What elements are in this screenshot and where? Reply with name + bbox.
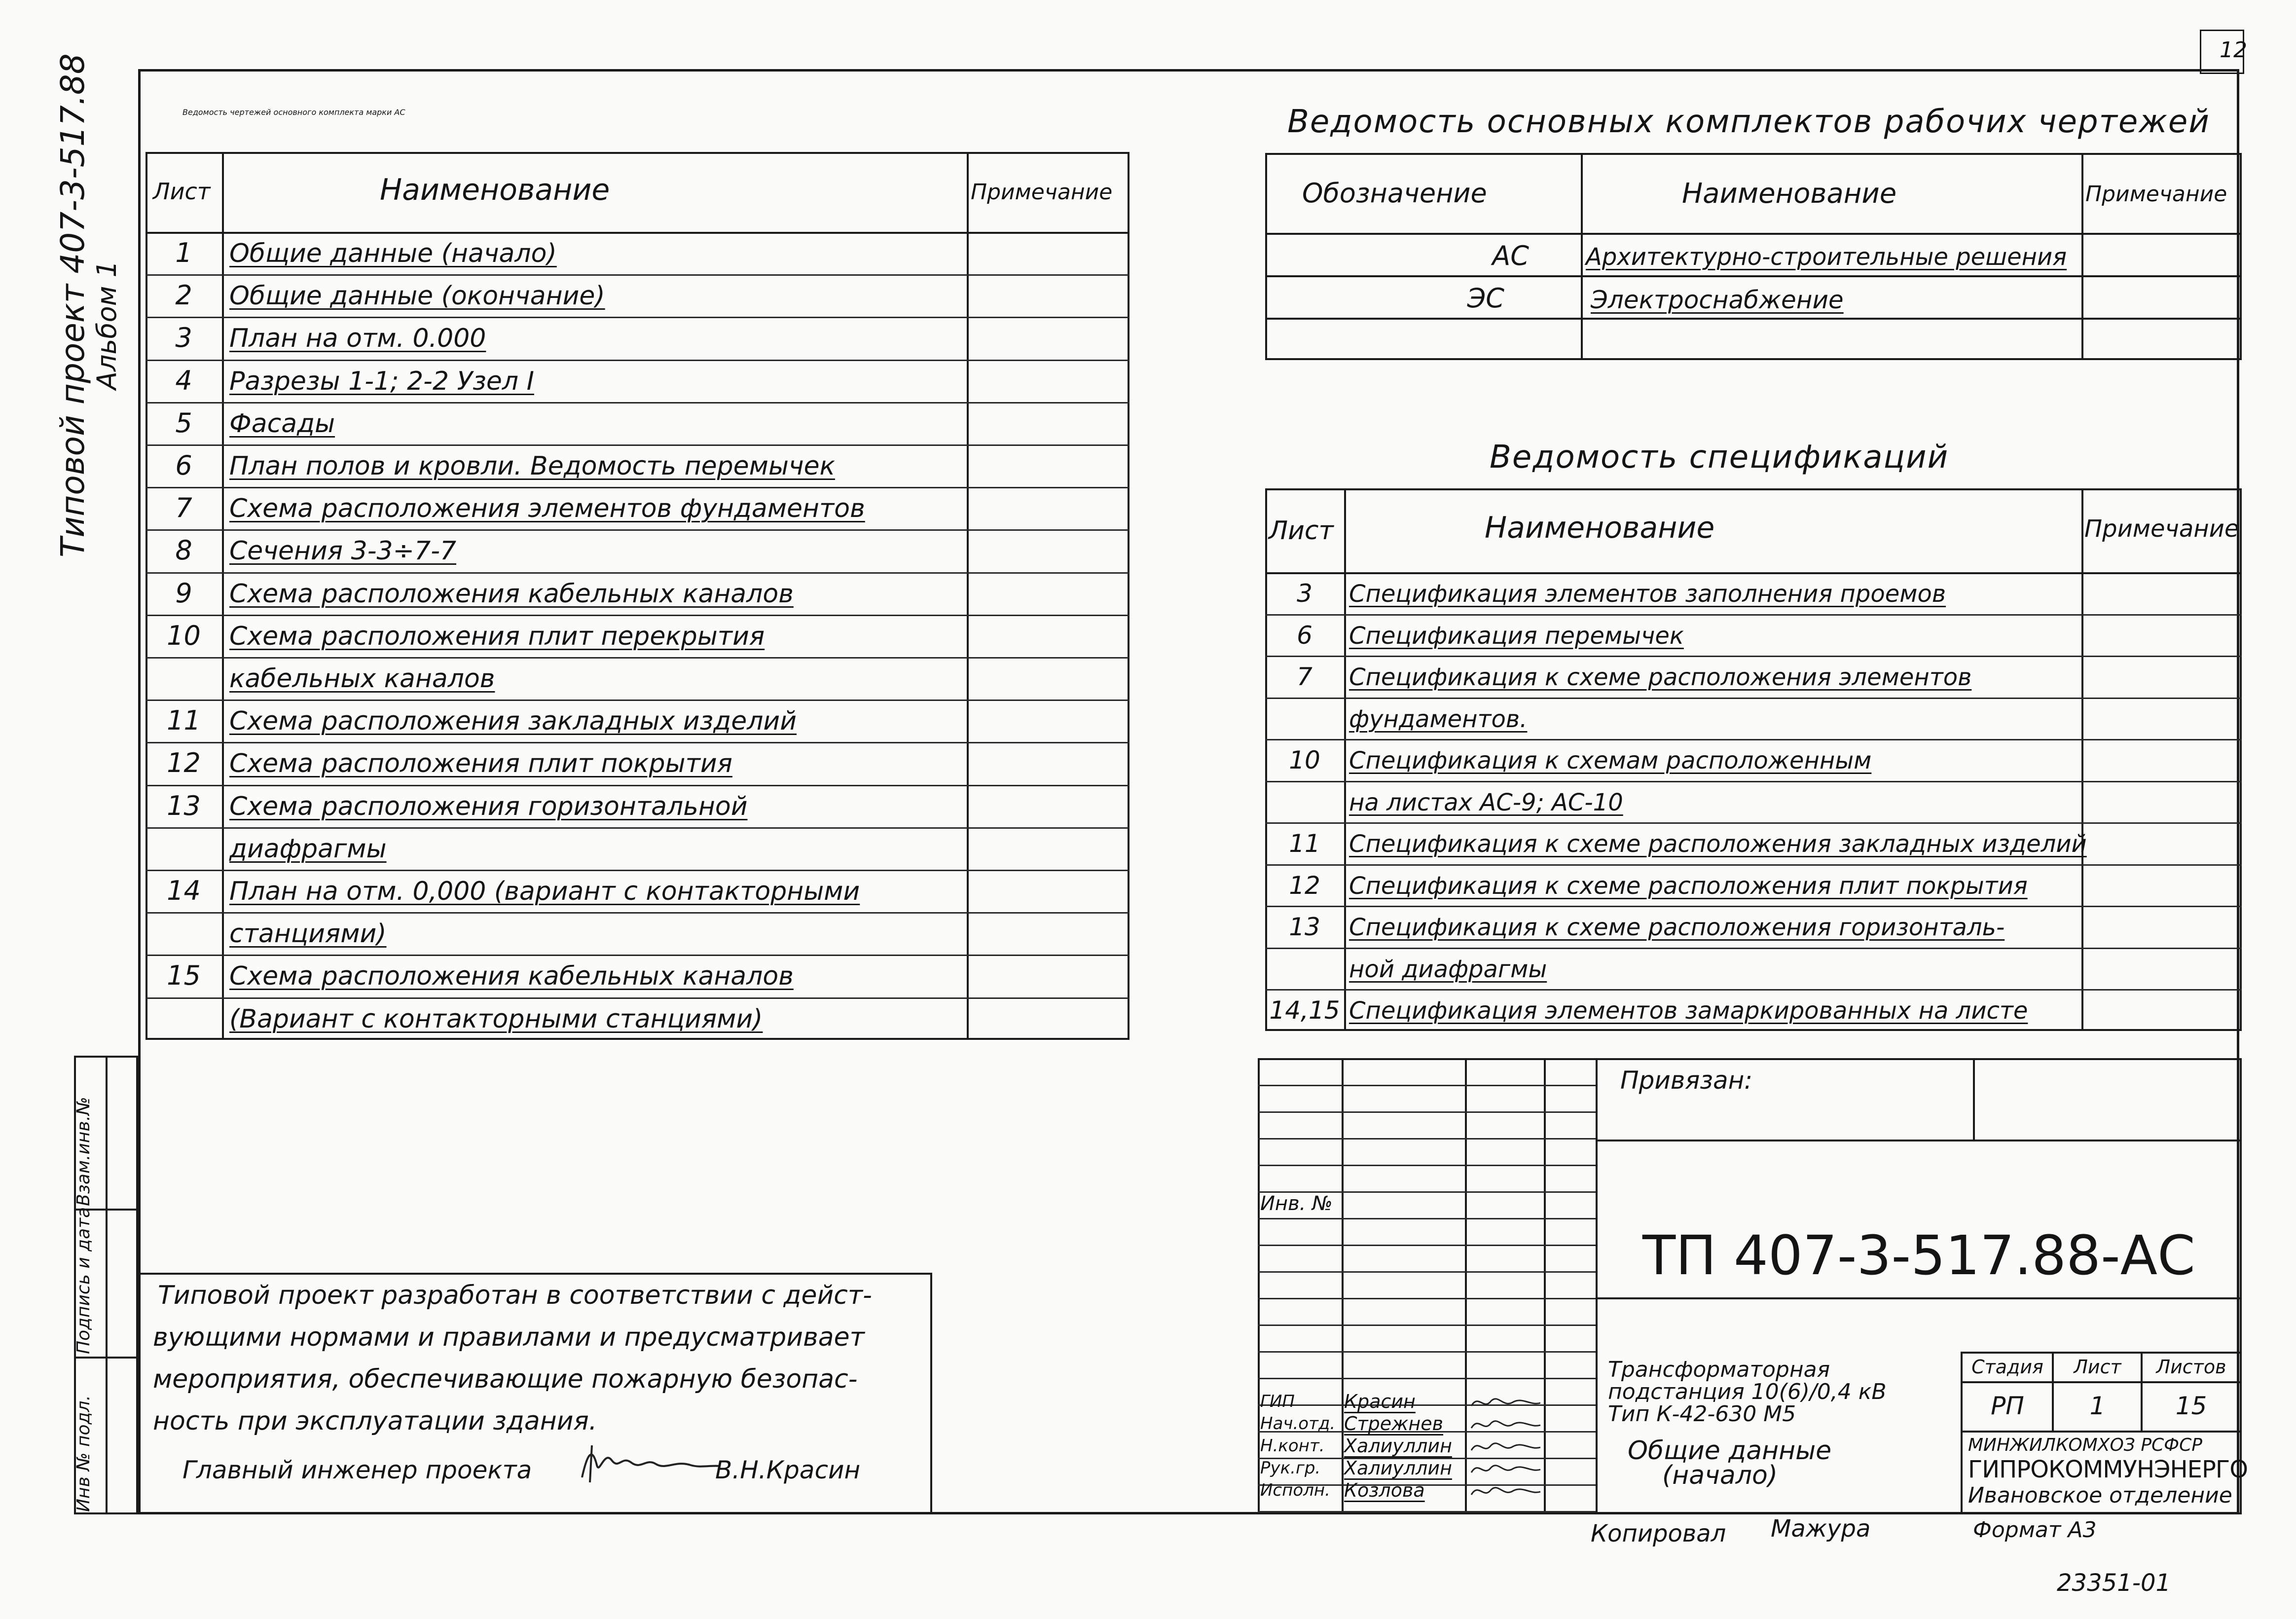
drawings-row-name: диафрагмы [229, 834, 387, 864]
drawings-row-name: Фасады [229, 408, 335, 439]
org-line: ГИПРОКОММУНЭНЕРГО [1968, 1456, 2248, 1483]
drawings-row-number: 5 [175, 407, 192, 439]
tb-grid-row [1258, 1218, 1596, 1219]
sets-col-sep [1581, 153, 1583, 360]
drawings-row-sep [146, 444, 1130, 446]
specs-row-name: Спецификация перемычек [1349, 622, 1684, 650]
side-stamp-divider [106, 1056, 108, 1514]
copied-label: Копировал [1591, 1520, 1726, 1547]
drawings-row-sep [146, 402, 1130, 404]
signer-signature [1469, 1391, 1543, 1413]
signer-signature [1469, 1480, 1543, 1502]
drawings-row-name: Схема расположения кабельных каналов [229, 579, 794, 609]
tb-sep-v [1973, 1058, 1975, 1140]
drawings-row-name: Общие данные (окончание) [229, 281, 605, 311]
specs-row-name: Спецификация элементов замаркированных на листе [1349, 997, 2028, 1025]
drawings-row-name: План на отм. 0,000 (вариант с контакторными [229, 877, 860, 906]
specs-col-sep [2081, 488, 2083, 1031]
side-stamp-replace: Взам.инв.№ [73, 1097, 94, 1206]
object-line: Тип К-42-630 М5 [1608, 1401, 1796, 1427]
note-line: ность при эксплуатации здания. [153, 1406, 597, 1436]
tb-col [1342, 1058, 1344, 1514]
specs-row-number: 11 [1289, 829, 1320, 858]
drawings-header-sep [146, 232, 1130, 234]
specs-row-number: 7 [1297, 662, 1312, 691]
tb-sep [1596, 1140, 2242, 1141]
signer-signature [1469, 1413, 1543, 1435]
signer-name: Козлова [1344, 1479, 1425, 1501]
specs-row-name: фундаментов. [1349, 705, 1528, 733]
tb-grid-row [1258, 1138, 1596, 1140]
signer-name: Стрежнев [1344, 1413, 1444, 1435]
drawings-row-number: 1 [175, 237, 192, 268]
side-stamp-sign: Подпись и дата [73, 1207, 94, 1354]
tb-grid-row [1258, 1325, 1596, 1326]
specs-row-sep [1265, 822, 2242, 824]
inv-label: Инв. № [1260, 1192, 1333, 1215]
drawings-row-number: 15 [167, 960, 201, 992]
tb-sep-v [2052, 1352, 2054, 1431]
sheets-label: Листов [2156, 1356, 2226, 1378]
drawings-row-sep [146, 699, 1130, 701]
format-label: Формат А3 [1973, 1517, 2097, 1543]
specs-row-number: 14,15 [1269, 996, 1340, 1025]
specs-row-name: ной диафрагмы [1349, 955, 1547, 983]
drawings-row-sep [146, 827, 1130, 829]
drawings-row-name: (Вариант с контакторными станциями) [229, 1004, 763, 1034]
drawings-row-name: Схема расположения горизонтальной [229, 791, 748, 821]
signer-role: ГИП [1260, 1392, 1295, 1411]
drawings-row-sep [146, 785, 1130, 786]
sets-row-name: Архитектурно-строительные решения [1586, 243, 2067, 271]
drawings-header-note: Примечание [971, 180, 1113, 205]
sets-col-sep [2081, 153, 2083, 360]
tb-grid-row [1258, 1511, 1596, 1512]
sets-header-code: Обозначение [1302, 178, 1487, 209]
tb-grid-row [1258, 1085, 1596, 1086]
specs-row-number: 13 [1289, 913, 1320, 941]
specs-row-number: 12 [1289, 871, 1320, 900]
drawings-row-number: 14 [167, 875, 201, 906]
sheet-title-line: Общие данные [1628, 1436, 1832, 1466]
specs-header-name: Наименование [1485, 511, 1715, 545]
tb-sep [1961, 1352, 2242, 1354]
sets-row-code: АС [1492, 240, 1529, 271]
specs-row-number: 10 [1289, 746, 1320, 774]
specs-row-sep [1265, 948, 2242, 949]
tb-grid-row [1258, 1271, 1596, 1273]
drawings-row-sep [146, 274, 1130, 276]
specs-row-name: Спецификация к схеме расположения горизонталь- [1349, 914, 2005, 941]
drawings-row-name: кабельных каналов [229, 664, 495, 694]
drawings-row-name: станциями) [229, 919, 387, 949]
specs-row-sep [1265, 698, 2242, 699]
tb-col [1596, 1058, 1598, 1514]
tb-grid-row [1258, 1111, 1596, 1113]
drawings-row-sep [146, 912, 1130, 914]
drawings-row-number: 6 [175, 450, 192, 481]
drawings-row-number: 13 [167, 790, 201, 821]
note-line: вующими нормами и правилами и предусматривает [153, 1323, 865, 1352]
specs-row-name: Спецификация к схеме расположения плит покрытия [1349, 872, 2028, 900]
drawings-row-name: Схема расположения плит покрытия [229, 749, 732, 779]
signer-signature [1469, 1458, 1543, 1479]
drawings-row-name: Сечения 3-3÷7-7 [229, 536, 457, 566]
drawings-row-number: 11 [167, 705, 201, 736]
signer-role: Нач.отд. [1260, 1414, 1336, 1434]
drawings-title: Ведомость чертежей основного комплекта марки АС [182, 108, 405, 117]
sheet-label: Лист [2074, 1356, 2121, 1378]
specs-title: Ведомость спецификаций [1490, 439, 1949, 476]
drawings-row-number: 3 [175, 322, 192, 354]
tb-grid-row [1258, 1351, 1596, 1353]
drawings-col-sep [967, 152, 969, 1040]
page-corner-number: 12 [2220, 37, 2247, 63]
signer-name: Красин [1344, 1391, 1416, 1412]
specs-row-sep [1265, 989, 2242, 991]
stage-label: Стадия [1971, 1356, 2043, 1378]
drawings-row-name: Общие данные (начало) [229, 239, 557, 268]
org-line: Ивановское отделение [1968, 1483, 2232, 1508]
specs-row-sep [1265, 656, 2242, 657]
drawings-row-sep [146, 870, 1130, 871]
drawings-row-sep [146, 317, 1130, 318]
sets-header-name: Наименование [1682, 178, 1897, 210]
drawings-row-number: 12 [167, 747, 201, 779]
tb-col [1544, 1058, 1546, 1514]
drawings-row-sep [146, 955, 1130, 956]
drawings-row-name: План полов и кровли. Ведомость перемычек [229, 451, 835, 481]
drawings-row-name: План на отм. 0.000 [229, 324, 486, 354]
sets-row-code: ЭС [1467, 283, 1504, 314]
tied-label: Привязан: [1620, 1066, 1753, 1095]
specs-row-name: Спецификация к схемам расположенным [1349, 747, 1872, 774]
drawings-row-sep [146, 360, 1130, 361]
sets-row-sep [1265, 318, 2242, 320]
side-album-label: Альбом 1 [91, 260, 122, 390]
side-project-label: Типовой проект 407-3-517.88 [54, 53, 92, 557]
specs-row-name: на листах АС-9; АС-10 [1349, 788, 1623, 816]
note-line: мероприятия, обеспечивающие пожарную безопас- [153, 1364, 858, 1394]
tb-sep [1961, 1381, 2242, 1383]
copied-name: Мажура [1771, 1515, 1871, 1543]
note-signature-label: Главный инженер проекта [182, 1456, 532, 1484]
drawings-row-sep [146, 572, 1130, 574]
tb-grid-row [1258, 1378, 1596, 1379]
note-signature-name: В.Н.Красин [715, 1456, 861, 1484]
sets-row-name: Электроснабжение [1591, 286, 1844, 314]
tb-sep-v [2141, 1352, 2143, 1431]
drawings-row-sep [146, 487, 1130, 488]
chief-engineer-signature [577, 1435, 725, 1490]
sheet-value: 1 [2089, 1392, 2106, 1420]
designation: ТП 407-3-517.88-АС [1642, 1224, 2195, 1287]
sheet-title-line: (начало) [1662, 1461, 1778, 1490]
specs-col-sep [1344, 488, 1346, 1031]
signer-name: Халиуллин [1344, 1435, 1452, 1457]
drawings-col-sep [222, 152, 224, 1040]
specs-row-sep [1265, 614, 2242, 616]
signer-signature [1469, 1435, 1543, 1457]
tb-grid-row [1258, 1404, 1596, 1406]
drawings-row-name: Схема расположения плит перекрытия [229, 621, 765, 651]
note-line: Типовой проект разработан в соответствии с дейст- [158, 1281, 872, 1310]
sheets-value: 15 [2175, 1392, 2207, 1420]
tb-col [1465, 1058, 1467, 1514]
sets-row-sep [1265, 233, 2242, 235]
drawings-row-name: Схема расположения закладных изделий [229, 706, 797, 736]
drawings-row-name: Разрезы 1-1; 2-2 Узел I [229, 366, 534, 396]
specs-row-name: Спецификация элементов заполнения проемов [1349, 580, 1946, 608]
specs-header-sep [1265, 572, 2242, 574]
drawings-row-name: Схема расположения элементов фундаментов [229, 494, 865, 524]
specs-row-sep [1265, 906, 2242, 907]
specs-row-number: 3 [1297, 579, 1312, 608]
drawings-row-number: 8 [175, 535, 192, 566]
drawings-row-number: 4 [175, 365, 192, 396]
sets-header-note: Примечание [2085, 182, 2227, 207]
org-line: МИНЖИЛКОМХОЗ РСФСР [1968, 1435, 2202, 1455]
signer-role: Рук.гр. [1260, 1458, 1321, 1478]
stage-value: РП [1991, 1392, 2024, 1420]
specs-row-number: 6 [1297, 621, 1312, 650]
side-stamp-sep [74, 1357, 138, 1359]
specs-header-note: Примечание [2084, 515, 2239, 543]
bottom-code: 23351-01 [2057, 1569, 2171, 1597]
drawings-row-sep [146, 997, 1130, 999]
signer-role: Исполн. [1260, 1480, 1330, 1500]
specs-row-name: Спецификация к схеме расположения элементов [1349, 663, 1972, 691]
drawings-header-name: Наименование [380, 173, 610, 207]
drawings-row-number: 7 [175, 492, 192, 524]
side-stamp-inv: Инв № подл. [73, 1395, 94, 1512]
specs-row-sep [1265, 739, 2242, 740]
drawings-row-sep [146, 529, 1130, 531]
signer-name: Халиуллин [1344, 1457, 1452, 1479]
sets-title: Ведомость основных комплектов рабочих чертежей [1287, 104, 2210, 140]
drawings-row-sep [146, 615, 1130, 616]
signer-role: Н.конт. [1260, 1436, 1325, 1456]
specs-row-sep [1265, 781, 2242, 782]
drawings-row-number: 9 [175, 577, 192, 609]
drawings-row-number: 2 [175, 280, 192, 311]
tb-sep-v [1961, 1352, 1963, 1514]
drawings-row-sep [146, 657, 1130, 659]
specs-header-sheet: Лист [1269, 516, 1334, 546]
tb-grid-row [1258, 1298, 1596, 1299]
object-line: подстанция 10(6)/0,4 кВ [1608, 1379, 1887, 1404]
sets-row-sep [1265, 275, 2242, 277]
drawings-row-sep [146, 742, 1130, 743]
tb-sep [1961, 1431, 2242, 1433]
specs-row-sep [1265, 864, 2242, 866]
tb-sep [1596, 1297, 2242, 1299]
object-line: Трансформаторная [1608, 1357, 1830, 1382]
drawings-row-number: 10 [167, 620, 201, 651]
tb-grid-row [1258, 1165, 1596, 1166]
drawings-row-name: Схема расположения кабельных каналов [229, 961, 794, 992]
drawings-header-sheet: Лист [153, 178, 211, 205]
tb-grid-row [1258, 1245, 1596, 1246]
specs-row-name: Спецификация к схеме расположения закладных изделий [1349, 830, 2087, 858]
